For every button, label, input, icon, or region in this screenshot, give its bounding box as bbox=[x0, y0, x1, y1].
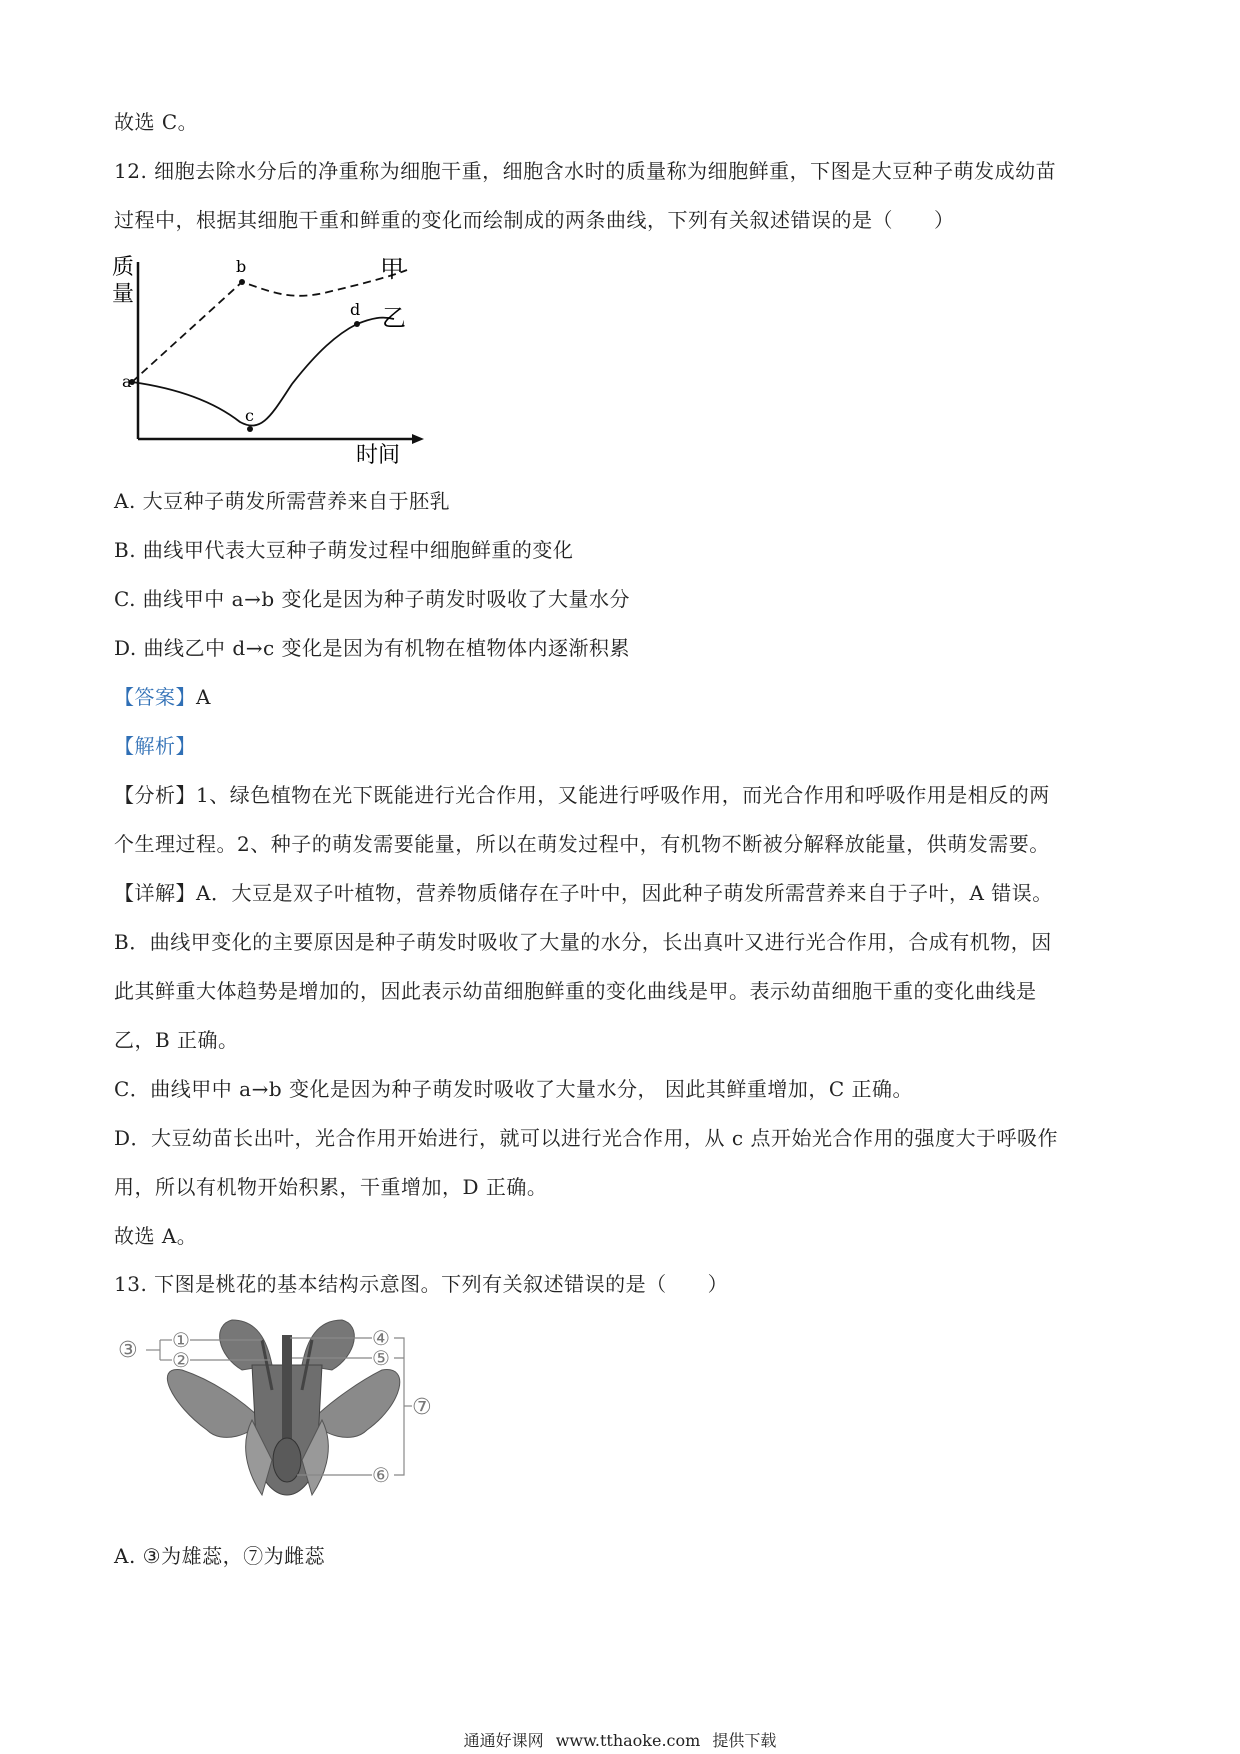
left-petal bbox=[167, 1370, 262, 1438]
conclusion-line-2: 故选 A。 bbox=[114, 1224, 198, 1248]
conclusion-line: 故选 C。 bbox=[114, 110, 199, 134]
explain-b-line1: B．曲线甲变化的主要原因是种子萌发时吸收了大量的水分，长出真叶又进行光合作用，合成有机物，因 bbox=[114, 930, 1052, 954]
q12-stem-line1: 12. 细胞去除水分后的净重称为细胞干重，细胞含水时的质量称为细胞鲜重，下图是大豆种子萌发成幼苗 bbox=[114, 159, 1057, 183]
label-3: ③ bbox=[118, 1338, 138, 1363]
analysis-tag: 【解析】 bbox=[114, 734, 196, 758]
fenxi-line1 bbox=[114, 779, 1050, 808]
xiangjie-line1 bbox=[114, 877, 1053, 906]
point-d-dot bbox=[354, 321, 360, 327]
explain-b-line2: 此其鲜重大体趋势是增加的，因此表示幼苗细胞鲜重的变化曲线是甲。表示幼苗细胞干重的变化曲线是 bbox=[114, 979, 1037, 1003]
label-7: ⑦ bbox=[412, 1395, 432, 1420]
explain-d-line2: 用，所以有机物开始积累，干重增加，D 正确。 bbox=[114, 1175, 548, 1199]
pistil-ovary bbox=[273, 1438, 301, 1482]
pistil-style bbox=[282, 1335, 292, 1440]
x-label: 时间 bbox=[356, 443, 401, 466]
fenxi-text1: 1、绿色植物在光下既能进行光合作用，又能进行呼吸作用，而光合作用和呼吸作用是相反的两 bbox=[196, 783, 1050, 807]
xiangjie-tag: 【详解】 bbox=[114, 881, 196, 905]
label-4: ④ bbox=[372, 1326, 390, 1350]
q13-stem: 13. 下图是桃花的基本结构示意图。下列有关叙述错误的是（ ） bbox=[114, 1272, 729, 1296]
mass-time-graph bbox=[112, 244, 432, 466]
point-c-dot bbox=[247, 426, 253, 432]
explain-b-line3: 乙，B 正确。 bbox=[114, 1028, 239, 1052]
point-d-label: d bbox=[350, 300, 361, 319]
footer-url[interactable]: www.tthaoke.com bbox=[555, 1731, 701, 1750]
explain-d-line1: D．大豆幼苗长出叶，光合作用开始进行，就可以进行光合作用，从 c 点开始光合作用的强度大于呼吸作 bbox=[114, 1126, 1058, 1150]
explain-c-line1: C．曲线甲中 a→b 变化是因为种子萌发时吸收了大量水分， 因此其鲜重增加，C 正确。 bbox=[114, 1077, 914, 1101]
footer-site: 通通好课网 bbox=[463, 1731, 544, 1750]
q12-option-c: C. 曲线甲中 a→b 变化是因为种子萌发时吸收了大量水分 bbox=[114, 587, 631, 611]
footer-note: 提供下载 bbox=[712, 1731, 777, 1750]
xiangjie-text1: A．大豆是双子叶植物，营养物质储存在子叶中，因此种子萌发所需营养来自于子叶，A 错误。 bbox=[196, 881, 1053, 905]
q13-option-a: A. ③为雄蕊，⑦为雌蕊 bbox=[114, 1544, 326, 1568]
y-label-1: 质 bbox=[112, 255, 135, 280]
label-5: ⑤ bbox=[372, 1346, 390, 1370]
point-c-label: c bbox=[245, 406, 254, 425]
answer-tag: 【答案】 bbox=[114, 685, 196, 709]
answer-value: A bbox=[196, 685, 211, 709]
point-a-label: a bbox=[122, 372, 132, 391]
page-footer bbox=[0, 1728, 1240, 1751]
q12-option-a: A. 大豆种子萌发所需营养来自于胚乳 bbox=[114, 489, 451, 513]
fenxi-tag: 【分析】 bbox=[114, 783, 196, 807]
label-6: ⑥ bbox=[372, 1463, 390, 1487]
point-b-label: b bbox=[236, 257, 247, 276]
point-b-dot bbox=[239, 279, 245, 285]
q12-option-d: D. 曲线乙中 d→c 变化是因为有机物在植物体内逐渐积累 bbox=[114, 636, 631, 660]
curve-fresh-weight bbox=[132, 270, 407, 382]
peach-flower-diagram bbox=[112, 1310, 492, 1510]
curve-fresh-label: 甲 bbox=[380, 255, 404, 283]
x-axis-arrow bbox=[412, 434, 424, 444]
label-1: ① bbox=[172, 1328, 190, 1352]
curve-dry-label: 乙 bbox=[382, 304, 406, 332]
answer-line bbox=[114, 681, 211, 710]
q12-stem-line2: 过程中，根据其细胞干重和鲜重的变化而绘制成的两条曲线，下列有关叙述错误的是（ ） bbox=[114, 208, 955, 232]
label-2: ② bbox=[172, 1348, 190, 1372]
q12-option-b: B. 曲线甲代表大豆种子萌发过程中细胞鲜重的变化 bbox=[114, 538, 574, 562]
fenxi-line2: 个生理过程。2、种子的萌发需要能量，所以在萌发过程中，有机物不断被分解释放能量，供萌发需要。 bbox=[114, 832, 1050, 856]
y-label-2: 量 bbox=[112, 282, 135, 307]
curve-dry-weight bbox=[132, 318, 394, 426]
